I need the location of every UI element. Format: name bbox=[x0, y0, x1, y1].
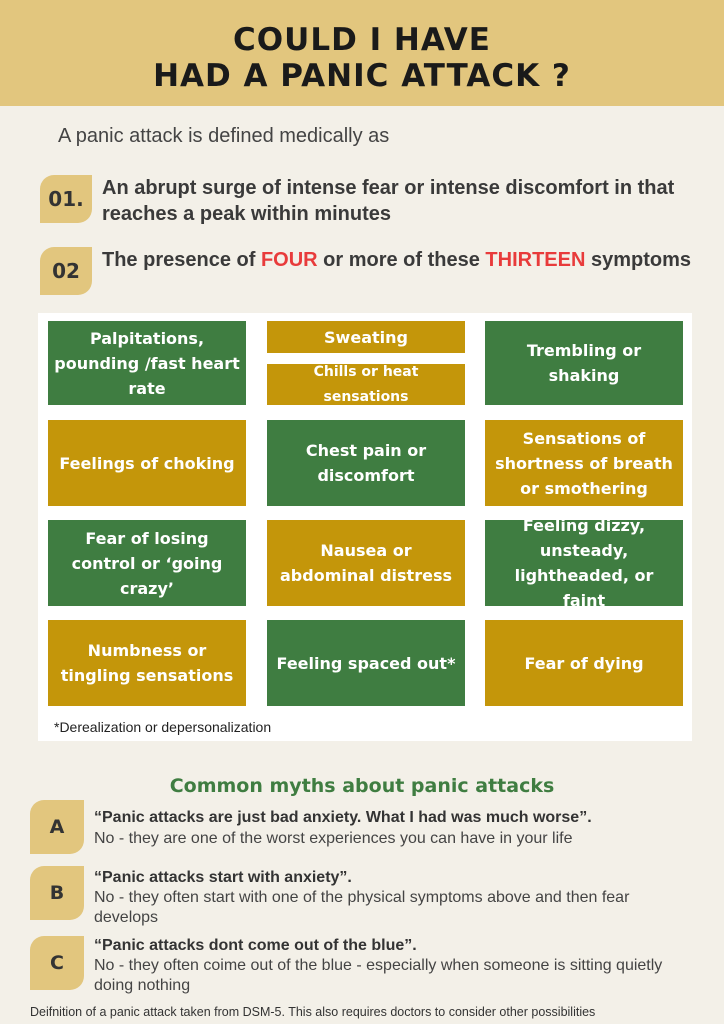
point-text-02-a: The presence of bbox=[102, 249, 261, 271]
symptoms-grid bbox=[38, 313, 692, 741]
myth-quote-a: “Panic attacks are just bad anxiety. What I had was much worse”. bbox=[94, 809, 592, 826]
myth-b bbox=[30, 866, 710, 930]
symptom-spaced-out: Feeling spaced out* bbox=[267, 620, 465, 706]
intro-text: A panic attack is defined medically as bbox=[58, 125, 390, 147]
point-text-01: An abrupt surge of intense fear or intense discomfort in that reaches a peak within minutes bbox=[102, 177, 675, 225]
point-badge-01: 01. bbox=[40, 175, 92, 223]
grid-footnote: *Derealization or depersonalization bbox=[54, 719, 272, 735]
definition-point-2 bbox=[40, 247, 700, 303]
symptom-sweating: Sweating bbox=[267, 321, 465, 353]
myth-answer-a: No - they are one of the worst experiences you can have in your life bbox=[94, 830, 573, 847]
myth-answer-b: No - they often start with one of the physical symptoms above and then fear develops bbox=[94, 889, 630, 926]
source-note: Deifnition of a panic attack taken from DSM-5. This also requires doctors to consider other possibilities bbox=[30, 1005, 596, 1019]
point-text-02-c: symptoms bbox=[585, 249, 692, 271]
symptom-choking: Feelings of choking bbox=[48, 420, 246, 506]
point-badge-02: 02 bbox=[40, 247, 92, 295]
page-title-line-1: COULD I HAVE bbox=[233, 22, 491, 58]
page-title-line-2: HAD A PANIC ATTACK ? bbox=[153, 58, 571, 94]
point-text-02-b: or more of these bbox=[317, 249, 486, 271]
myth-quote-b: “Panic attacks start with anxiety”. bbox=[94, 869, 352, 886]
myths-heading: Common myths about panic attacks bbox=[169, 775, 555, 797]
symptom-chills: Chills or heat sensations bbox=[267, 364, 465, 405]
symptom-numbness: Numbness or tingling sensations bbox=[48, 620, 246, 706]
myth-answer-c: No - they often coime out of the blue - especially when someone is sitting quietly doing nothing bbox=[94, 957, 663, 994]
myth-badge-c: C bbox=[30, 936, 84, 990]
symptom-fear-losing-control: Fear of losing control or ‘going crazy’ bbox=[48, 520, 246, 606]
myth-c bbox=[30, 936, 710, 996]
symptom-trembling: Trembling or shaking bbox=[485, 321, 683, 405]
symptom-nausea: Nausea or abdominal distress bbox=[267, 520, 465, 606]
myth-badge-b: B bbox=[30, 866, 84, 920]
myth-badge-a: A bbox=[30, 800, 84, 854]
symptom-fear-of-dying: Fear of dying bbox=[485, 620, 683, 706]
definition-point-1 bbox=[40, 175, 700, 235]
myth-a bbox=[30, 800, 710, 856]
symptom-chest-pain: Chest pain or discomfort bbox=[267, 420, 465, 506]
header-banner bbox=[0, 0, 724, 106]
highlight-four: FOUR bbox=[260, 249, 318, 271]
symptom-palpitations: Palpitations, pounding /fast heart rate bbox=[48, 321, 246, 405]
myth-quote-c: “Panic attacks dont come out of the blue”. bbox=[94, 937, 417, 954]
symptom-dizzy: Feeling dizzy, unsteady, lightheaded, or faint bbox=[485, 520, 683, 606]
highlight-thirteen: THIRTEEN bbox=[485, 249, 586, 271]
point-text-02 bbox=[102, 247, 702, 273]
symptom-shortness-of-breath: Sensations of shortness of breath or smothering bbox=[485, 420, 683, 506]
